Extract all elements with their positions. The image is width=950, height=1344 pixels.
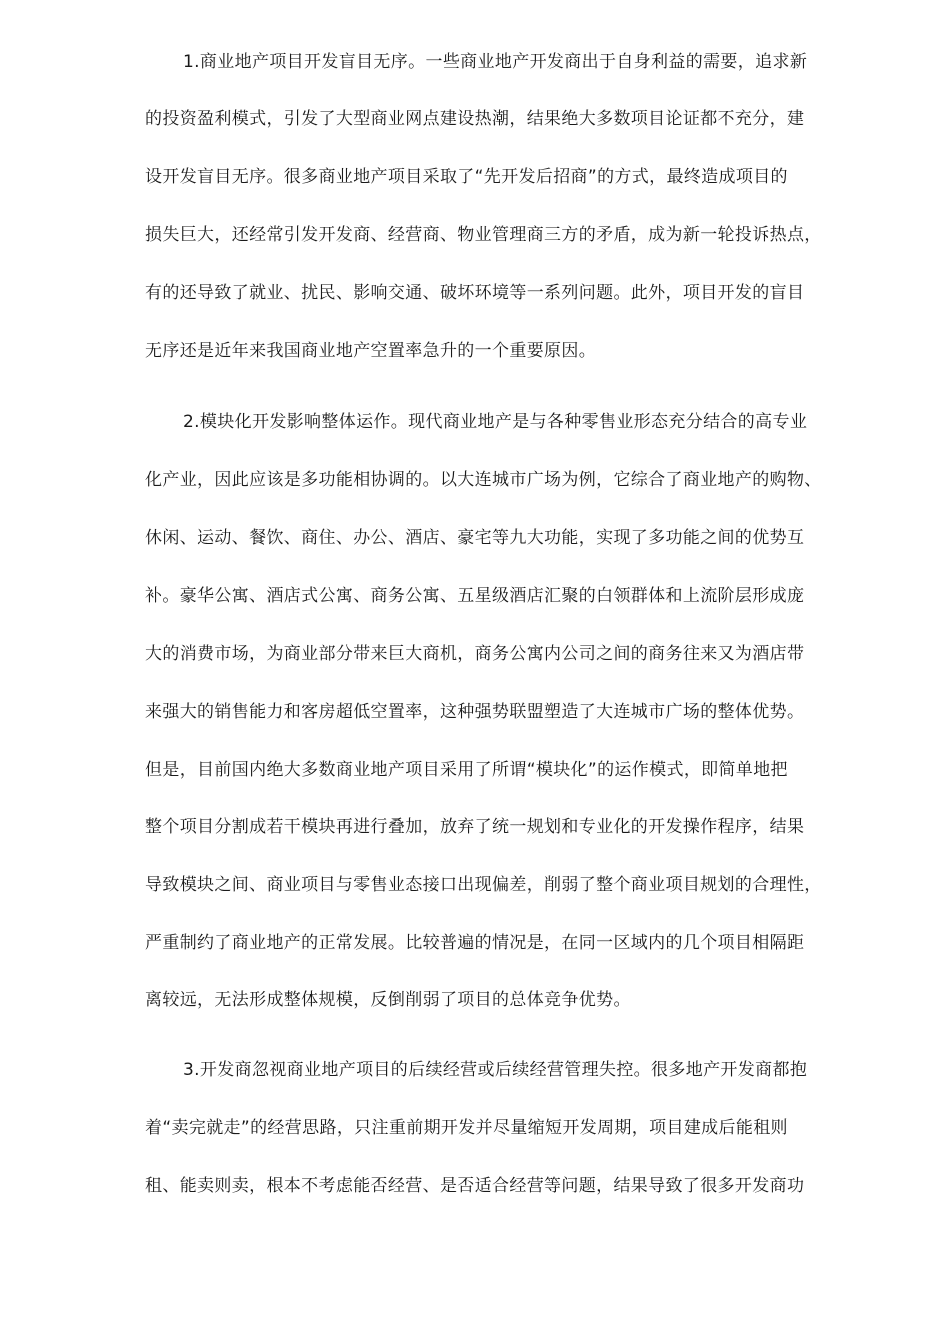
paragraph-line: 着“卖完就走”的经营思路，只注重前期开发并尽量缩短开发周期，项目建成后能租则	[145, 1118, 788, 1138]
paragraph-line: 的投资盈利模式，引发了大型商业网点建设热潮，结果绝大多数项目论证都不充分，建	[145, 109, 805, 129]
paragraph-line: 化产业，因此应该是多功能相协调的。以大连城市广场为例，它综合了商业地产的购物、	[145, 470, 822, 490]
paragraph-line: 严重制约了商业地产的正常发展。比较普遍的情况是，在同一区域内的几个项目相隔距	[145, 933, 805, 953]
paragraph-line: 离较远，无法形成整体规模，反倒削弱了项目的总体竞争优势。	[145, 990, 631, 1010]
paragraph-line: 设开发盲目无序。很多商业地产项目采取了“先开发后招商”的方式，最终造成项目的	[145, 167, 788, 187]
paragraph-line: 导致模块之间、商业项目与零售业态接口出现偏差，削弱了整个商业项目规划的合理性，	[145, 875, 822, 895]
paragraph-line: 租、能卖则卖，根本不考虑能否经营、是否适合经营等问题，结果导致了很多开发商功	[145, 1176, 805, 1196]
paragraph-line: 休闲、运动、餐饮、商住、办公、酒店、豪宅等九大功能，实现了多功能之间的优势互	[145, 528, 805, 548]
paragraph-line: 无序还是近年来我国商业地产空置率急升的一个重要原因。	[145, 341, 597, 361]
paragraph-line: 2.模块化开发影响整体运作。现代商业地产是与各种零售业形态充分结合的高专业	[183, 412, 808, 432]
paragraph-line: 3.开发商忽视商业地产项目的后续经营或后续经营管理失控。很多地产开发商都抱	[183, 1060, 808, 1080]
paragraph-line: 1.商业地产项目开发盲目无序。一些商业地产开发商出于自身利益的需要，追求新	[183, 52, 808, 72]
paragraph-line: 但是，目前国内绝大多数商业地产项目采用了所谓“模块化”的运作模式，即简单地把	[145, 760, 788, 780]
paragraph-line: 补。豪华公寓、酒店式公寓、商务公寓、五星级酒店汇聚的白领群体和上流阶层形成庞	[145, 586, 805, 606]
paragraph-line: 有的还导致了就业、扰民、影响交通、破坏环境等一系列问题。此外，项目开发的盲目	[145, 283, 805, 303]
paragraph-line: 整个项目分割成若干模块再进行叠加，放弃了统一规划和专业化的开发操作程序，结果	[145, 817, 805, 837]
paragraph-line: 大的消费市场，为商业部分带来巨大商机，商务公寓内公司之间的商务往来又为酒店带	[145, 644, 805, 664]
paragraph-line: 损失巨大，还经常引发开发商、经营商、物业管理商三方的矛盾，成为新一轮投诉热点，	[145, 225, 822, 245]
paragraph-line: 来强大的销售能力和客房超低空置率，这种强势联盟塑造了大连城市广场的整体优势。	[145, 702, 805, 722]
